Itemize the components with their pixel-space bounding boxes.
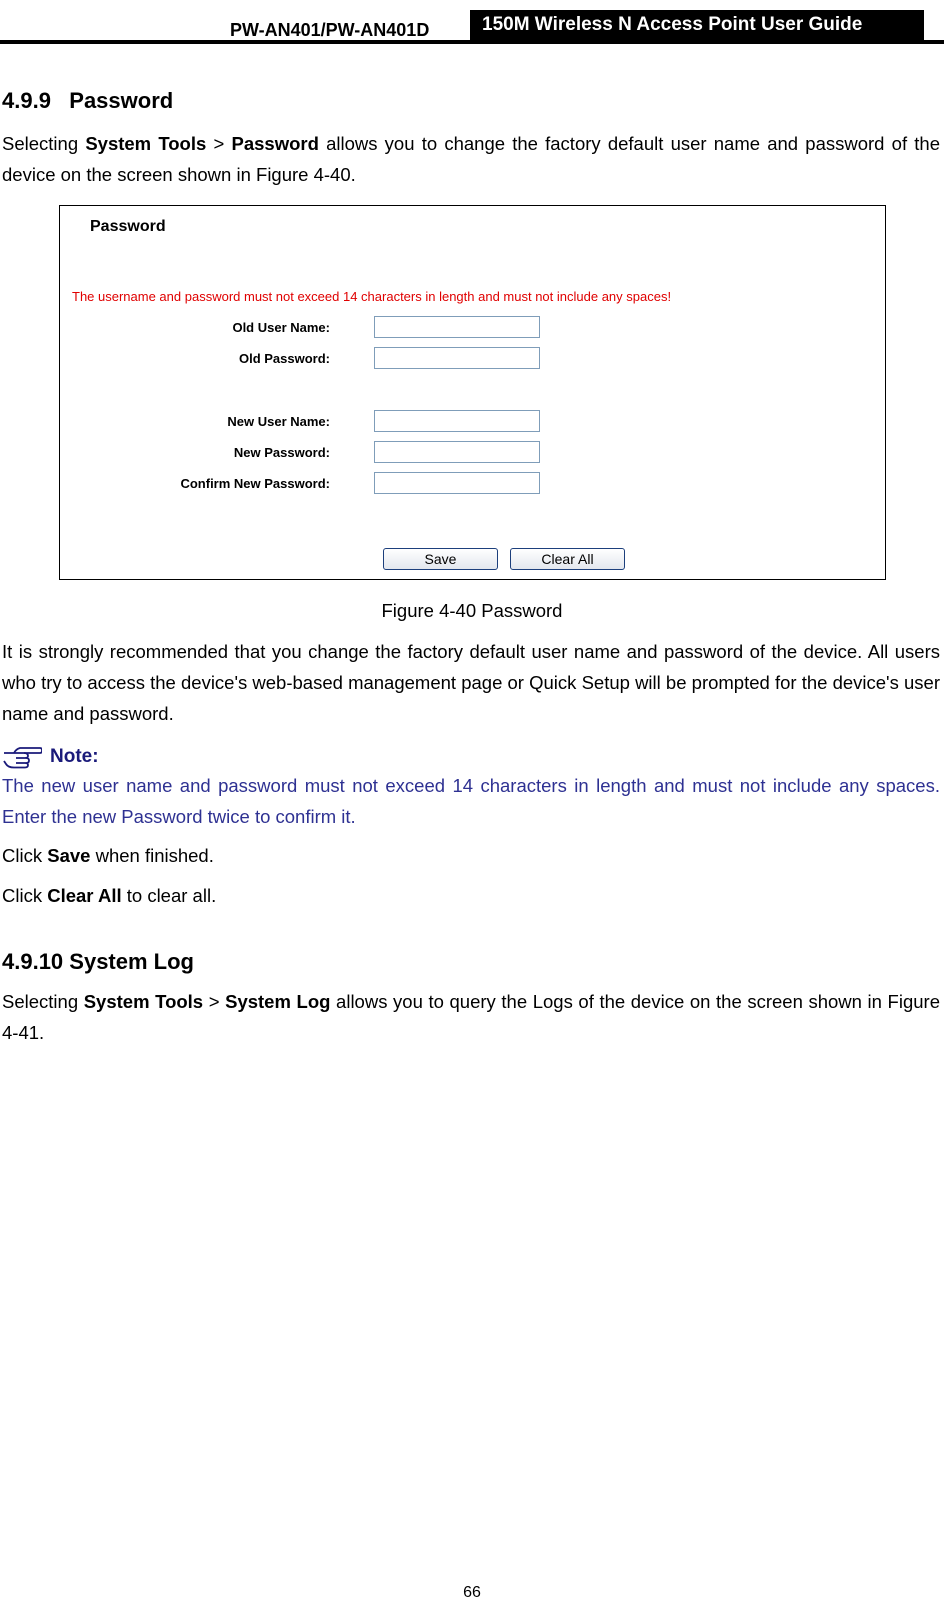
old-password-input[interactable]: [374, 347, 540, 369]
click-clear-instruction: Click Clear All to clear all.: [2, 885, 217, 906]
click-save-instruction: Click Save when finished.: [2, 845, 214, 866]
confirm-password-label: Confirm New Password:: [180, 476, 330, 491]
old-user-name-input[interactable]: [374, 316, 540, 338]
menu-system-log: System Log: [225, 991, 331, 1012]
new-user-name-label: New User Name:: [227, 414, 330, 429]
new-user-name-input[interactable]: [374, 410, 540, 432]
password-screenshot-figure: [59, 205, 886, 580]
section-heading-system-log: 4.9.10 System Log: [2, 949, 194, 974]
old-user-name-label: Old User Name:: [232, 320, 330, 335]
menu-system-tools: System Tools: [85, 133, 207, 154]
section-heading-password: 4.9.9 Password: [2, 88, 174, 113]
note-text: The new user name and password must not exceed 14 characters in length and must not include any spaces. Enter the new Password twice to confirm it.: [2, 775, 940, 827]
recommend-paragraph: It is strongly recommended that you change the factory default user name and password of the device. All users who try to access the device's web-based management page or Quick Setup will be prompted for the device's user name and password.: [2, 641, 940, 724]
header-model: PW-AN401/PW-AN401D: [230, 20, 430, 40]
new-password-input[interactable]: [374, 441, 540, 463]
header-rule: [0, 40, 944, 44]
confirm-password-input[interactable]: [374, 472, 540, 494]
header-guide-title: 150M Wireless N Access Point User Guide: [472, 10, 924, 40]
clear-all-button[interactable]: Clear All: [510, 548, 625, 570]
system-log-intro-paragraph: Selecting System Tools > System Log allows you to query the Logs of the device on the screen shown in Figure 4-41.: [2, 991, 940, 1043]
menu-password: Password: [231, 133, 319, 154]
menu-system-tools-2: System Tools: [83, 991, 204, 1012]
save-button[interactable]: Save: [383, 548, 498, 570]
figure-caption: Figure 4-40 Password: [381, 600, 563, 621]
password-intro-paragraph: Selecting System Tools > Password allows you to change the factory default user name and password of the device on the screen shown in Figure 4-40.: [2, 133, 940, 185]
warning-text: The username and password must not exceed 14 characters in length and must not include any spaces!: [72, 289, 672, 304]
new-password-label: New Password:: [233, 445, 330, 460]
note-label: Note:: [50, 746, 99, 767]
old-password-label: Old Password:: [238, 351, 330, 366]
figure-title: Password: [90, 218, 166, 235]
pointing-hand-icon: [2, 744, 42, 770]
page-number: 66: [463, 1584, 481, 1601]
